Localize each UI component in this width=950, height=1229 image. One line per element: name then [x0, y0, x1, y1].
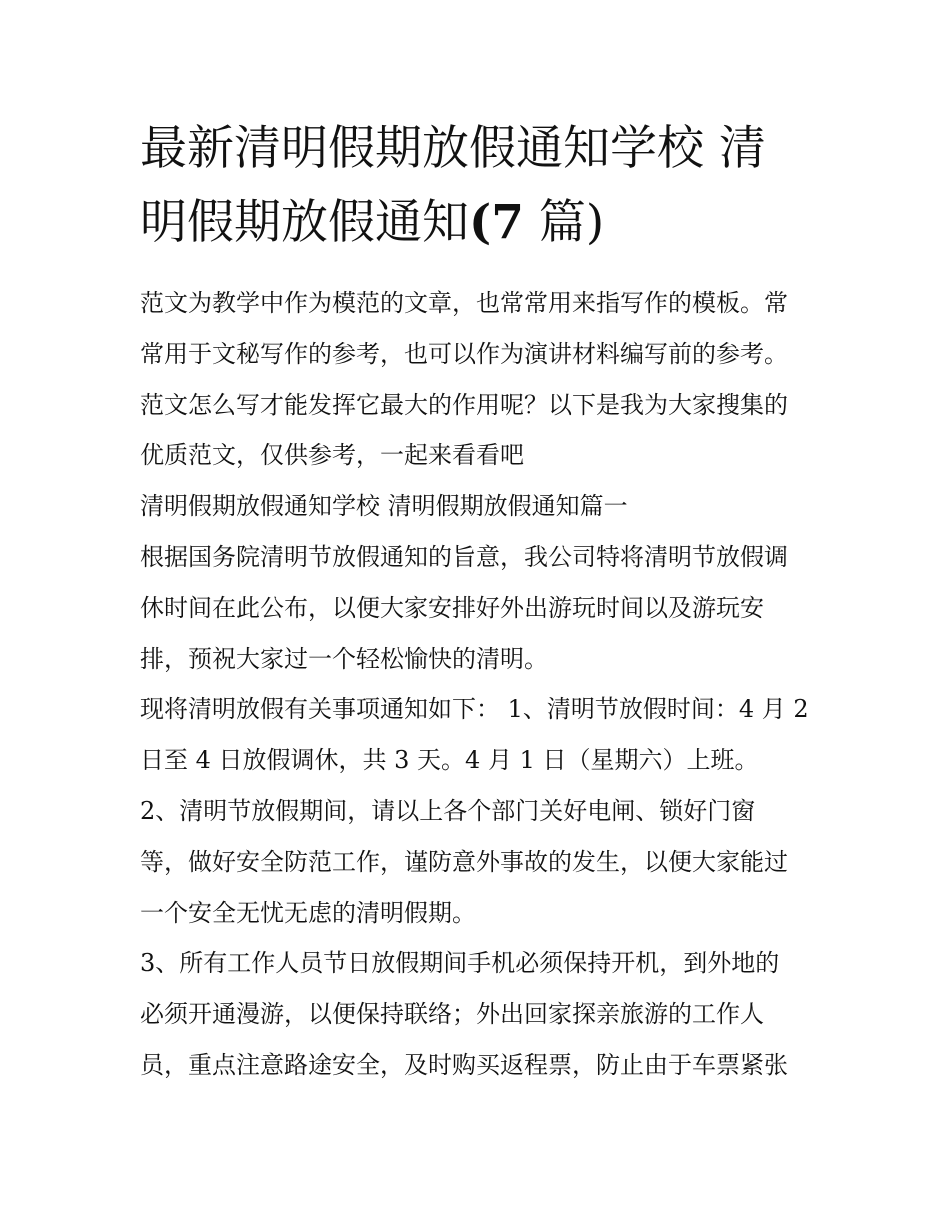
body-line: 排，预祝大家过一个轻松愉快的清明。: [140, 644, 548, 673]
document-title: [140, 112, 820, 260]
title-suffix: 篇): [523, 195, 605, 250]
body-line: 根据国务院清明节放假通知的旨意，我公司特将清明节放假调: [140, 542, 788, 571]
body-line: 范文怎么写才能发挥它最大的作用呢？以下是我为大家搜集的: [140, 390, 788, 419]
body-line: 2、清明节放假期间，请以上各个部门关好电闸、锁好门窗: [140, 796, 756, 825]
body-line: 必须开通漫游，以便保持联络；外出回家探亲旅游的工作人: [140, 1000, 764, 1029]
body-line: 休时间在此公布，以便大家安排好外出游玩时间以及游玩安: [140, 593, 764, 622]
document-body: [140, 278, 830, 1091]
title-text: 明假期放假通知: [140, 195, 469, 250]
body-line: 一个安全无忧无虑的清明假期。: [140, 898, 476, 927]
body-line: 范文为教学中作为模范的文章，也常常用来指写作的模板。常: [140, 289, 788, 317]
body-line: 现将清明放假有关事项通知如下： 1、清明节放假时间：4 月 2: [140, 695, 809, 724]
body-line: 常用于文秘写作的参考，也可以作为演讲材料编写前的参考。: [140, 339, 788, 368]
body-line: 等，做好安全防范工作，谨防意外事故的发生，以便大家能过: [140, 847, 788, 876]
body-line: 优质范文，仅供参考，一起来看看吧: [140, 441, 524, 470]
section-heading: 清明假期放假通知学校 清明假期放假通知篇一: [140, 492, 628, 521]
body-line: 日至 4 日放假调休，共 3 天。4 月 1 日（星期六）上班。: [140, 746, 759, 775]
title-count: (7: [469, 195, 524, 250]
body-line: 员，重点注意路途安全，及时购买返程票，防止由于车票紧张: [140, 1050, 788, 1079]
body-line: 3、所有工作人员节日放假期间手机必须保持开机，到外地的: [140, 949, 780, 978]
title-line: 最新清明假期放假通知学校 清: [140, 121, 766, 176]
title-line: [140, 186, 820, 260]
